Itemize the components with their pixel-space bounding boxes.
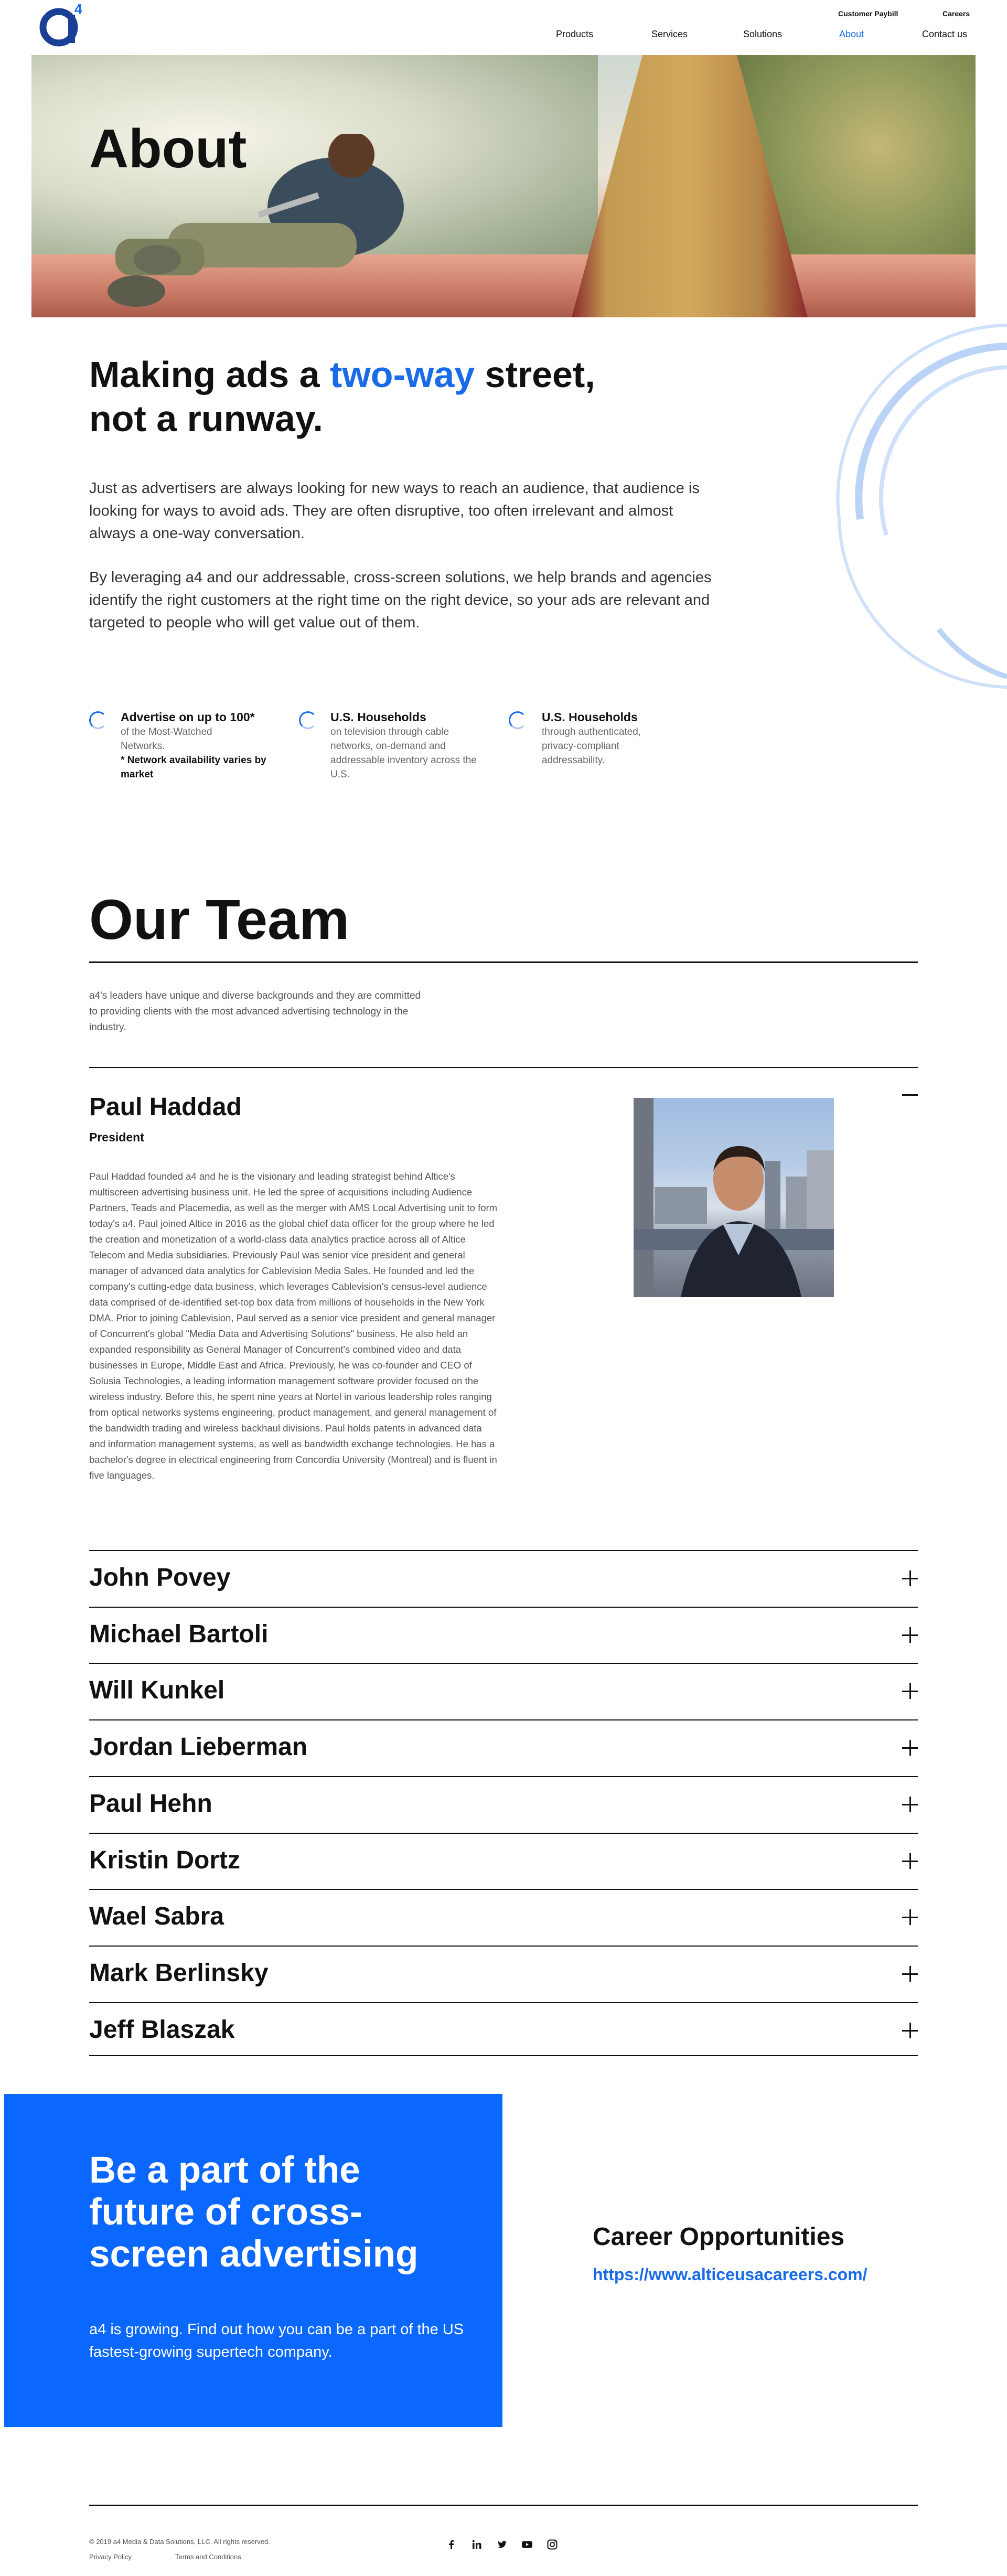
nav-services[interactable]: Services — [651, 29, 688, 39]
accordion-divider — [89, 1776, 918, 1777]
member-bio: Paul Haddad founded a4 and he is the visionary and leading strategist behind Altice's multiscreen advertising business unit. He led the spree of acquisitions including Audience Partners, Teads and Placemedia, as well as the merger with AMS Local Advertising unit to form today's a4. Paul joined Altice in 2016 as the global chief data officer for the group where he led the creation and monetization of a world-class data analytics practice across all of Altice Telecom and Media subsidiaries. Previously Paul was senior vice president and general manager of advanced data analytics for Cablevision Media Sales. He founded and led the company's cutting-edge data business, which leverages Cablevision's census-level audience data comprised of de-identified set-top box data from millions of households in the New York DMA. Prior to joining Cablevision, Paul served as a senior vice president and general manager of Concurrent's global "Media Data and Advertising Solutions" business. He also held an expanded responsibility as General Manager of Concurrent's combined video and data businesses in Europe, Middle East and Africa. Previously, he was co-founder and CEO of Solusia Technologies, a leading information management software provider focused on the wireless industry. Before this, he spent nine years at Nortel in various leadership roles ranging from optical networks systems engineering, product management, and general management of the bandwidth trading and wireless backhaul divisions. Paul holds patents in advanced data and information management systems, as well as bandwidth exchange technologies. He has a bachelor's degree in electrical engineering from Concordia University (Montreal) and is fluent in five languages. — [89, 1171, 498, 1481]
expand-plus-icon[interactable] — [902, 1627, 918, 1643]
expand-plus-icon[interactable] — [902, 1966, 918, 1982]
expand-plus-icon[interactable] — [902, 1740, 918, 1756]
accordion-divider — [89, 1889, 918, 1890]
member-name[interactable]: Jeff Blaszak — [89, 2016, 235, 2044]
decorative-arcs — [766, 315, 1007, 692]
intro-heading — [89, 352, 719, 441]
member-name[interactable]: Mark Berlinsky — [89, 1959, 269, 1987]
accordion-divider — [89, 1833, 918, 1834]
nav-about[interactable]: About — [839, 29, 864, 39]
accordion-divider — [89, 1067, 918, 1068]
team-title-divider — [89, 961, 918, 963]
intro-heading-line2: not a runway. — [89, 398, 323, 439]
stat-loader-icon — [509, 711, 527, 729]
stat-text: through authenticated, privacy-compliant addressability. — [542, 726, 641, 766]
expand-plus-icon[interactable] — [902, 1683, 918, 1699]
accordion-divider — [89, 1946, 918, 1947]
stat-households-auth — [542, 709, 731, 767]
accordion-divider — [89, 1719, 918, 1720]
accordion-divider — [89, 1550, 918, 1551]
intro-heading-part1: Making ads a — [89, 354, 330, 395]
member-name[interactable]: Jordan Lieberman — [89, 1733, 308, 1761]
instagram-icon[interactable] — [547, 2539, 558, 2550]
team-title: Our Team — [89, 888, 350, 951]
stat-loader-icon — [89, 711, 107, 729]
stat-text: of the Most-Watched Networks. — [121, 726, 212, 752]
careers-link-url[interactable]: https://www.alticeusacareers.com/ — [593, 2265, 867, 2284]
stat-networks — [121, 709, 309, 782]
stat-loader-icon — [299, 711, 317, 729]
accordion-divider — [89, 1607, 918, 1608]
expand-plus-icon[interactable] — [902, 1853, 918, 1869]
stat-text: on television through cable networks, on-demand and addressable inventory across the U.S. — [330, 726, 477, 780]
page-title: About — [89, 119, 247, 179]
footer-divider — [89, 2505, 918, 2506]
member-name[interactable]: Will Kunkel — [89, 1676, 225, 1704]
nav-solutions[interactable]: Solutions — [743, 29, 783, 39]
member-role: President — [89, 1130, 144, 1144]
collapse-minus-icon[interactable] — [902, 1087, 918, 1103]
customer-paybill-link[interactable]: Customer Paybill — [838, 9, 898, 18]
stat-title: U.S. Households — [330, 710, 426, 724]
stat-note: * Network availability varies by market — [121, 755, 266, 780]
member-name[interactable]: Michael Bartoli — [89, 1620, 269, 1648]
hero-banner — [31, 55, 976, 317]
member-name[interactable]: Kristin Dortz — [89, 1846, 240, 1874]
expand-plus-icon[interactable] — [902, 1797, 918, 1812]
stat-title: U.S. Households — [542, 710, 638, 724]
stat-title: Advertise on up to 100* — [121, 710, 255, 724]
a4-logo[interactable] — [34, 0, 86, 52]
nav-contact[interactable]: Contact us — [922, 29, 968, 39]
nav-products[interactable]: Products — [556, 29, 594, 39]
member-name[interactable]: Wael Sabra — [89, 1902, 224, 1930]
team-intro: a4's leaders have unique and diverse backgrounds and they are committed to providing clients with the most advanced advertising technology in the industry. — [89, 990, 421, 1033]
expand-plus-icon[interactable] — [902, 2023, 918, 2038]
terms-link[interactable]: Terms and Conditions — [175, 2553, 241, 2561]
member-photo — [634, 1098, 834, 1297]
cta-title: Be a part of the future of cross-screen advertising — [89, 2150, 419, 2275]
intro-paragraph-1: Just as advertisers are always looking for new ways to reach an audience, that audience is looking for ways to avoid ads. They are often disruptive, too often irrelevant and almost always a one-way conversation. — [89, 480, 700, 542]
svg-text:4: 4 — [74, 1, 82, 17]
expand-plus-icon[interactable] — [902, 1570, 918, 1586]
accordion-divider — [89, 2002, 918, 2003]
twitter-icon[interactable] — [496, 2539, 508, 2550]
intro-heading-part2: street, — [475, 354, 595, 395]
accordion-divider — [89, 1663, 918, 1664]
privacy-policy-link[interactable]: Privacy Policy — [89, 2553, 132, 2561]
facebook-icon[interactable] — [446, 2539, 457, 2550]
intro-heading-highlight: two-way — [330, 354, 475, 395]
cta-text: a4 is growing. Find out how you can be a part of the US fastest-growing supertech company. — [89, 2321, 464, 2360]
linkedin-icon[interactable] — [471, 2539, 483, 2550]
careers-title: Career Opportunities — [593, 2223, 845, 2251]
youtube-icon[interactable] — [521, 2539, 533, 2550]
stat-households-tv — [330, 709, 519, 782]
footer-copyright: © 2019 a4 Media & Data Solutions, LLC. All rights reserved. — [89, 2538, 270, 2546]
intro-paragraph-2: By leveraging a4 and our addressable, cross-screen solutions, we help brands and agencies identify the right customers at the right time on the right device, so your ads are relevant and targeted to people who will get value out of them. — [89, 569, 712, 631]
careers-link[interactable]: Careers — [942, 9, 970, 18]
member-name[interactable]: John Povey — [89, 1564, 231, 1591]
member-name[interactable]: Paul Hehn — [89, 1790, 212, 1818]
accordion-divider — [89, 2055, 918, 2056]
expand-plus-icon[interactable] — [902, 1909, 918, 1925]
member-name-expanded[interactable]: Paul Haddad — [89, 1093, 242, 1121]
